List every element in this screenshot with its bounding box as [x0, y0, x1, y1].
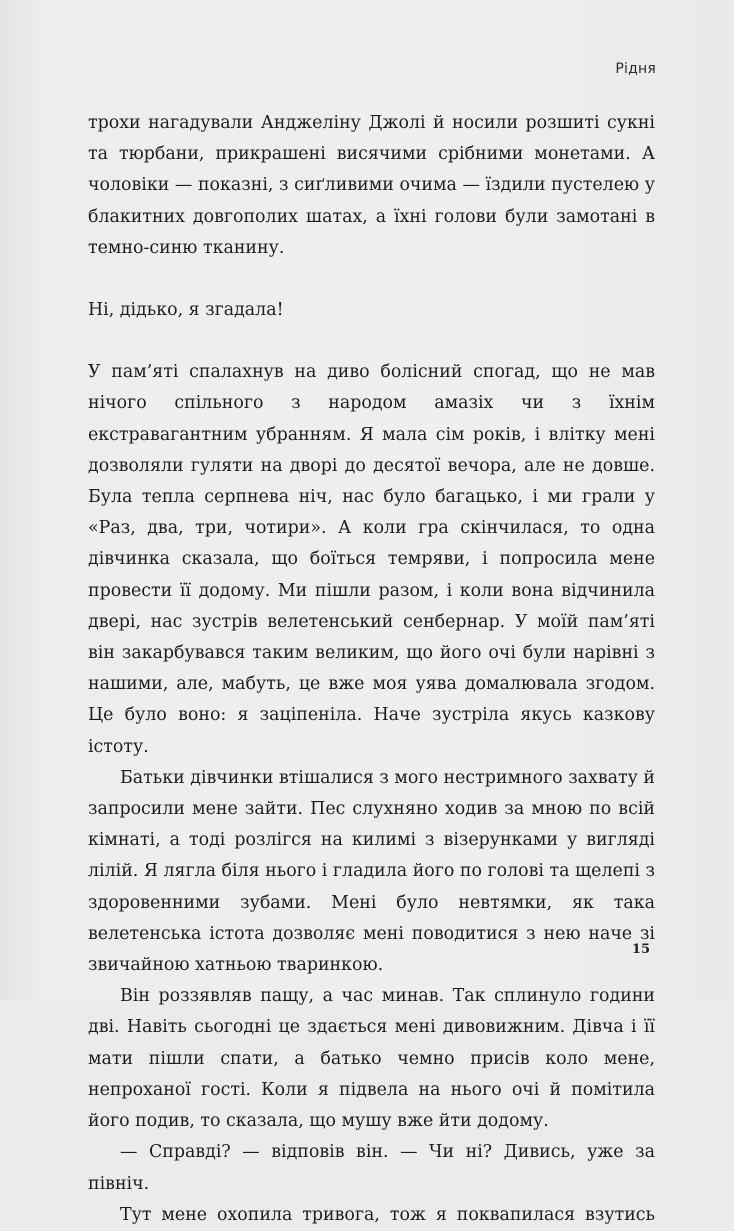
paragraph: У пам’яті спалахнув на диво болісний спогад, що не мав нічого спільного з народом амазіх чи з їхнім екстравагантним убранням. Я мала сім років, і влітку мені дозволяли гуляти на дворі до десятої вечора, але не довше. Була тепла серпнева ніч, нас було багацько, і ми грали у «Раз, два, три, чотири». А коли гра скінчилася, то одна дівчинка сказала, що боїться темряви, і попросила мене провести її додому. Ми пішли разом, і коли вона відчинила двері, нас зустрів велетенський сенбернар. У моїй пам’яті він закарбувався таким великим, що його очі були нарівні з нашими, але, мабуть, це вже моя уява домалювала згодом. Це було воно: я заціпеніла. Наче зустріла якусь казкову істоту. — [88, 362, 655, 757]
paragraph: Тут мене охопила тривога, тож я поквапилася взутись — [120, 1204, 655, 1225]
page-number: 15 — [631, 942, 650, 957]
paragraph: Ні, дідько, я згадала! — [88, 300, 284, 321]
paragraph: Він роззявляв пащу, а час минав. Так сплинуло години дві. Навіть сьогодні це здається мені дивовижним. Дівча і її мати пішли спати, а батько чемно присів коло мене, непроханої гості. Коли я підвела на нього очі й помітила його подив, то сказала, що мушу вже йти додому. — [88, 986, 655, 1132]
dialogue-line: — Справді? — відповів він. — Чи ні? Дивись, уже за північ. — [88, 1142, 655, 1194]
body-text — [88, 108, 655, 1231]
paragraph: Батьки дівчинки втішалися з мого нестримного захвату й запросили мене зайти. Пес слухняно ходив за мною по всій кімнаті, а тоді розлігся на килимі з візерунками у вигляді лілій. Я лягла біля нього і гладила його по голові та щелепі з здоровенними зубами. Мені було невтямки, як така велетенська істота дозволяє мені поводитися з нею наче зі звичайною хатньою тваринкою. — [88, 767, 655, 976]
running-header: Рідня — [615, 61, 656, 77]
paragraph: трохи нагадували Анджеліну Джолі й носили розшиті сукні та тюрбани, прикрашені висячими срібними монетами. А чоловіки — показні, з сиґливими очима — їздили пустелею у блакитних довгополих шатах, а їхні голови були замотані в темно-синю тканину. — [88, 113, 655, 258]
